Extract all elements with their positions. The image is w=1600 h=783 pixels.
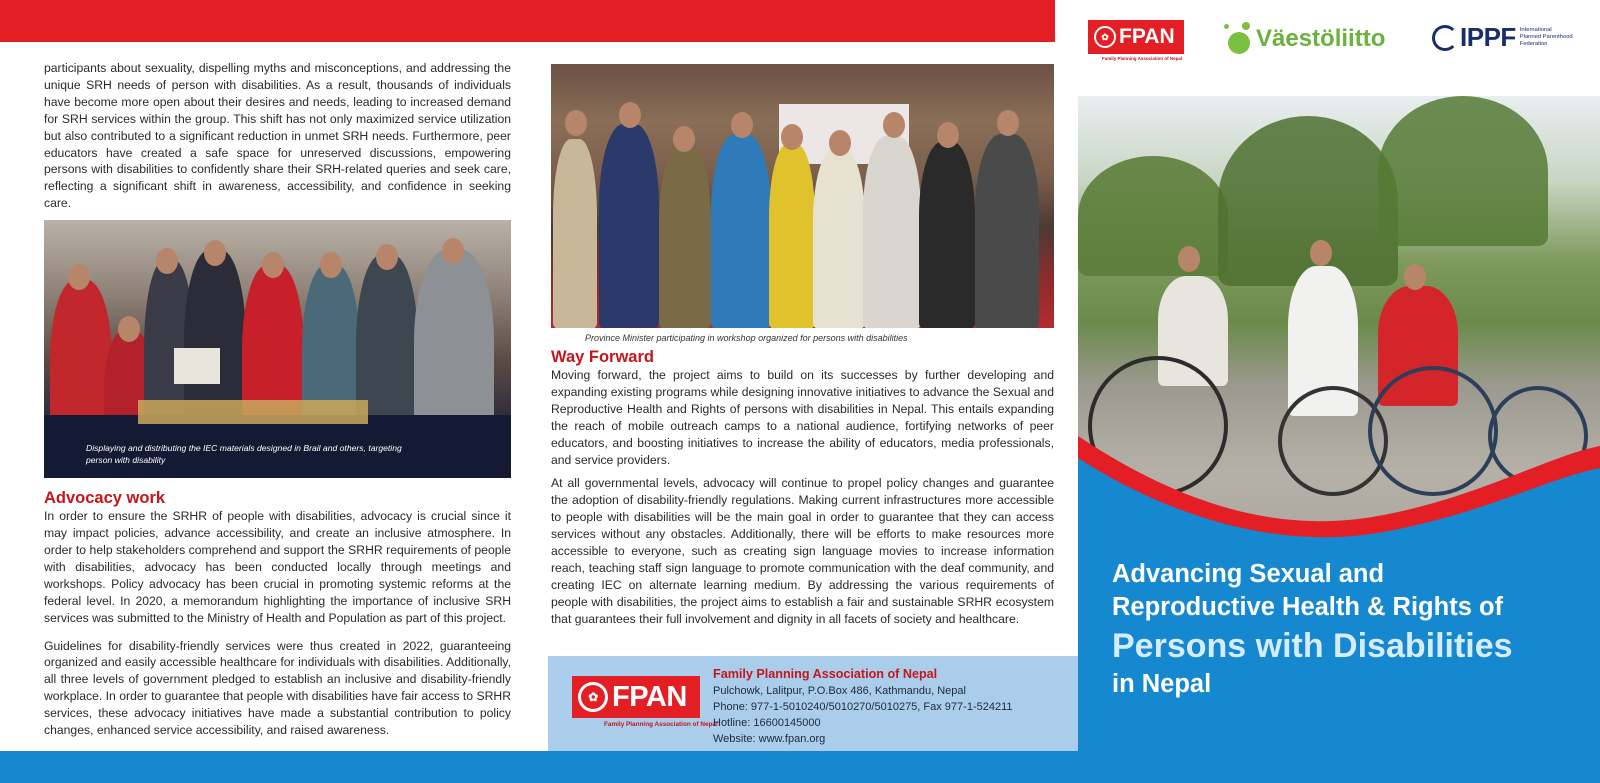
cover-title-line-2: Reproductive Health & Rights of [1112, 593, 1504, 621]
fpan-logo-text: FPAN [612, 680, 687, 713]
way-forward-paragraph-1: Moving forward, the project aims to build on its successes by further developing and expanding existing programs while designing innovative initiatives to advance the Sexual and Reproductive Health and Rights of persons with disabilities in Nepal. This entails expanding the reach of mobile outreach camps to a national audience, fortifying networks of peer educators, and boosting initiatives to increase the ability of educators, media professionals, and service providers. [551, 368, 1054, 467]
left-column [44, 60, 511, 739]
partner-logos [1078, 0, 1600, 96]
bottom-blue-bar [0, 751, 1600, 783]
fpan-header-logo [1088, 20, 1184, 54]
fpan-logo-subtext: Family Planning Association of Nepal [604, 721, 718, 728]
middle-column [551, 64, 1054, 628]
contact-address: Pulchowk, Lalitpur, P.O.Box 486, Kathmandu, Nepal [713, 685, 966, 697]
vaestoliitto-dots-icon [1224, 22, 1254, 56]
vaestoliitto-logo [1224, 22, 1385, 56]
cover-title-line-1: Advancing Sexual and [1112, 560, 1385, 588]
fpan-logo [572, 676, 700, 718]
contact-phone: Phone: 977-1-5010240/5010270/5010275, Fax 977-1-524211 [713, 701, 1013, 713]
ippf-globe-icon [1432, 25, 1458, 51]
fpan-header-subtext: Family Planning Association of Nepal [1102, 56, 1183, 61]
cover-title-line-3: Persons with Disabilities [1112, 627, 1513, 665]
province-minister-photo [551, 64, 1054, 328]
cover-panel [1078, 96, 1600, 751]
contact-website[interactable]: Website: www.fpan.org [713, 733, 826, 745]
fpan-emblem-icon: ✿ [578, 682, 608, 712]
cover-title-line-4: in Nepal [1112, 670, 1212, 698]
advocacy-paragraph-2: Guidelines for disability-friendly services were thus created in 2022, guaranteeing organized and easily accessible healthcare for individuals with disabilities. Additionally, all three levels of government pledged to establish an inclusive and disability-friendly workplace. In order to guarantee that people with disabilities have fair access to SRHR services, these advocacy initiatives have made a substantial contribution to policy changes, enhanced service accessibility, and raised awareness. [44, 638, 511, 738]
contact-box [548, 656, 1078, 751]
advocacy-heading: Advocacy work [44, 489, 166, 508]
fpan-header-logo-text: FPAN [1119, 25, 1175, 48]
contact-hotline: Hotline: 16600145000 [713, 717, 821, 729]
contact-org-name: Family Planning Association of Nepal [713, 667, 938, 681]
vaestoliitto-text: Väestöliitto [1256, 25, 1386, 52]
ippf-text: IPPF [1460, 22, 1516, 52]
way-forward-heading: Way Forward [551, 348, 654, 366]
minister-photo-caption: Province Minister participating in workshop organized for persons with disabilities [585, 333, 908, 343]
ippf-logo [1432, 22, 1573, 53]
advocacy-paragraph-1: In order to ensure the SRHR of people with disabilities, advocacy is crucial since it may impact policies, advance accessibility, and create an inclusive atmosphere. In order to help stakeholders comprehend and support the SRHR requirements of people with disabilities, advocacy has been conducted locally through meetings and workshops. Policy advocacy has been crucial in promoting systemic reforms at the federal level. In 2020, a memorandum highlighting the importance of inclusive SRH services was submitted to the Ministry of Health and Population as part of this project. [44, 509, 511, 625]
ippf-full-name: International Planned Parenthood Federation [1519, 27, 1573, 47]
iec-materials-photo [44, 220, 511, 478]
fpan-header-emblem-icon: ✿ [1094, 26, 1116, 48]
iec-photo-caption: Displaying and distributing the IEC materials designed in Brail and others, targeting person with disability [86, 443, 402, 466]
top-red-bar [0, 0, 1055, 42]
intro-paragraph: participants about sexuality, dispelling myths and misconceptions, and addressing the unique SRH needs of person with disabilities. As a result, thousands of individuals have become more open about their desires and needs, leading to increased demand for SRH services within the group. This shift has not only maximized service utilization but also contributed to a significant reduction in unmet SRH needs. Furthermore, peer educators have created a safe space for unreserved discussions, empowering persons with disabilities to confidently share their SRH-related queries and seek care, reflecting a significant shift in awareness, accessibility, and confidence in seeking care. [44, 61, 511, 211]
way-forward-paragraph-2: At all governmental levels, advocacy will continue to propel policy changes and guarantee the adoption of disability-friendly regulations. Making current infrastructures more accessible to people with disabilities will be the main goal in order to guarantee that they can access services without any obstacles. Additionally, there will be efforts to make resources more accessible to everyone, such as creating sign language movies to increase information reach, teaching staff sign language to promote communication with the deaf community, and creating IEC on alternate learning medium. By addressing the various requirements of people with disabilities, the project aims to establish a fair and sustainable SRHR ecosystem that guarantees their full involvement and dignity in all facets of society and healthcare. [551, 476, 1054, 626]
